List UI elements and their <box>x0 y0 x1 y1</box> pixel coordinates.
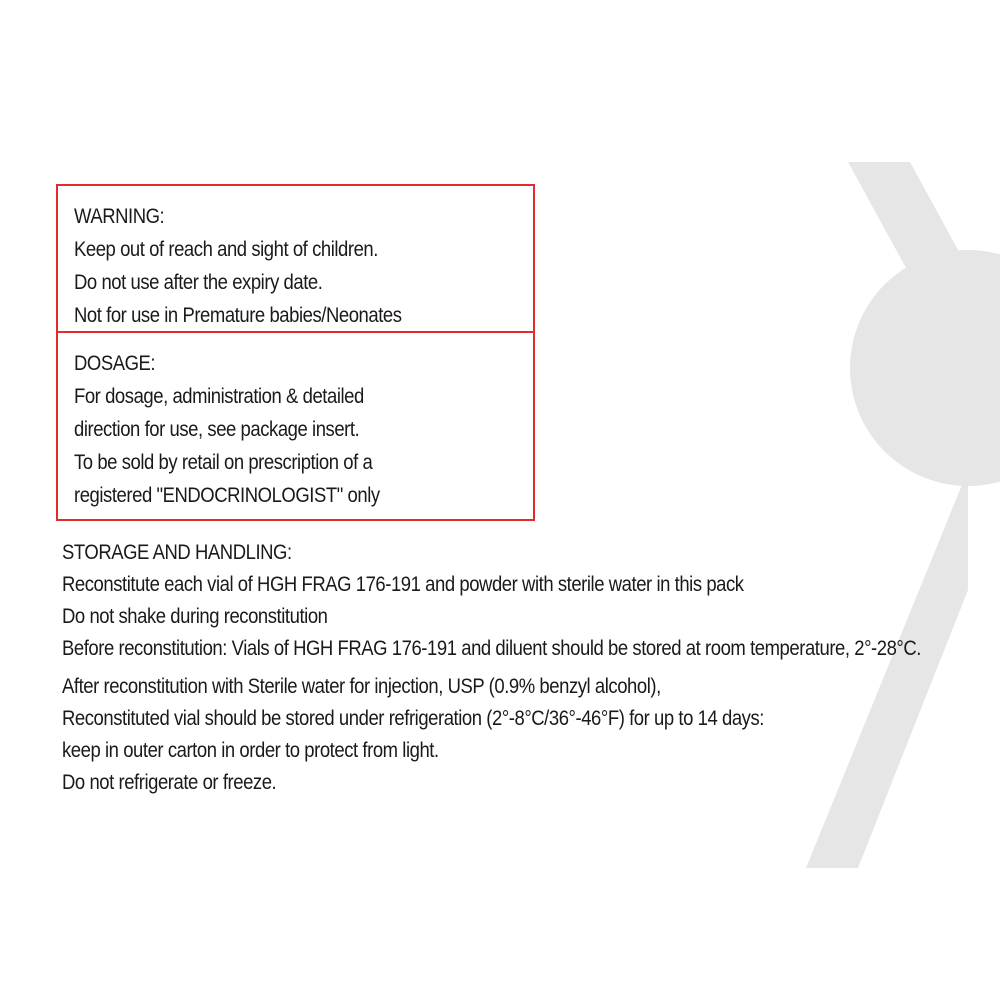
storage-line: Do not refrigerate or freeze. <box>62 771 277 794</box>
dosage-line: direction for use, see package insert. <box>74 418 360 441</box>
dosage-box <box>56 331 535 521</box>
warning-line: Do not use after the expiry date. <box>74 271 323 294</box>
warning-box <box>56 184 535 333</box>
storage-line: keep in outer carton in order to protect from light. <box>62 739 439 762</box>
warning-line: Not for use in Premature babies/Neonates <box>74 304 402 327</box>
storage-line: Do not shake during reconstitution <box>62 605 328 628</box>
dosage-line: For dosage, administration & detailed <box>74 385 364 408</box>
storage-title: STORAGE AND HANDLING: <box>62 541 292 564</box>
warning-title: WARNING: <box>74 205 165 228</box>
dosage-line: registered "ENDOCRINOLOGIST" only <box>74 484 380 507</box>
storage-line: Reconstitute each vial of HGH FRAG 176-191 and powder with sterile water in this pack <box>62 573 744 596</box>
warning-line: Keep out of reach and sight of children. <box>74 238 378 261</box>
storage-section <box>62 536 962 799</box>
dosage-line: To be sold by retail on prescription of a <box>74 451 373 474</box>
storage-line: Reconstituted vial should be stored under refrigeration (2°-8°C/36°-46°F) for up to 14 days: <box>62 707 764 730</box>
storage-line: After reconstitution with Sterile water for injection, USP (0.9% benzyl alcohol), <box>62 675 661 698</box>
storage-line: Before reconstitution: Vials of HGH FRAG 176-191 and diluent should be stored at room temperature, 2°-28°C. <box>62 637 921 660</box>
dosage-title: DOSAGE: <box>74 352 156 375</box>
